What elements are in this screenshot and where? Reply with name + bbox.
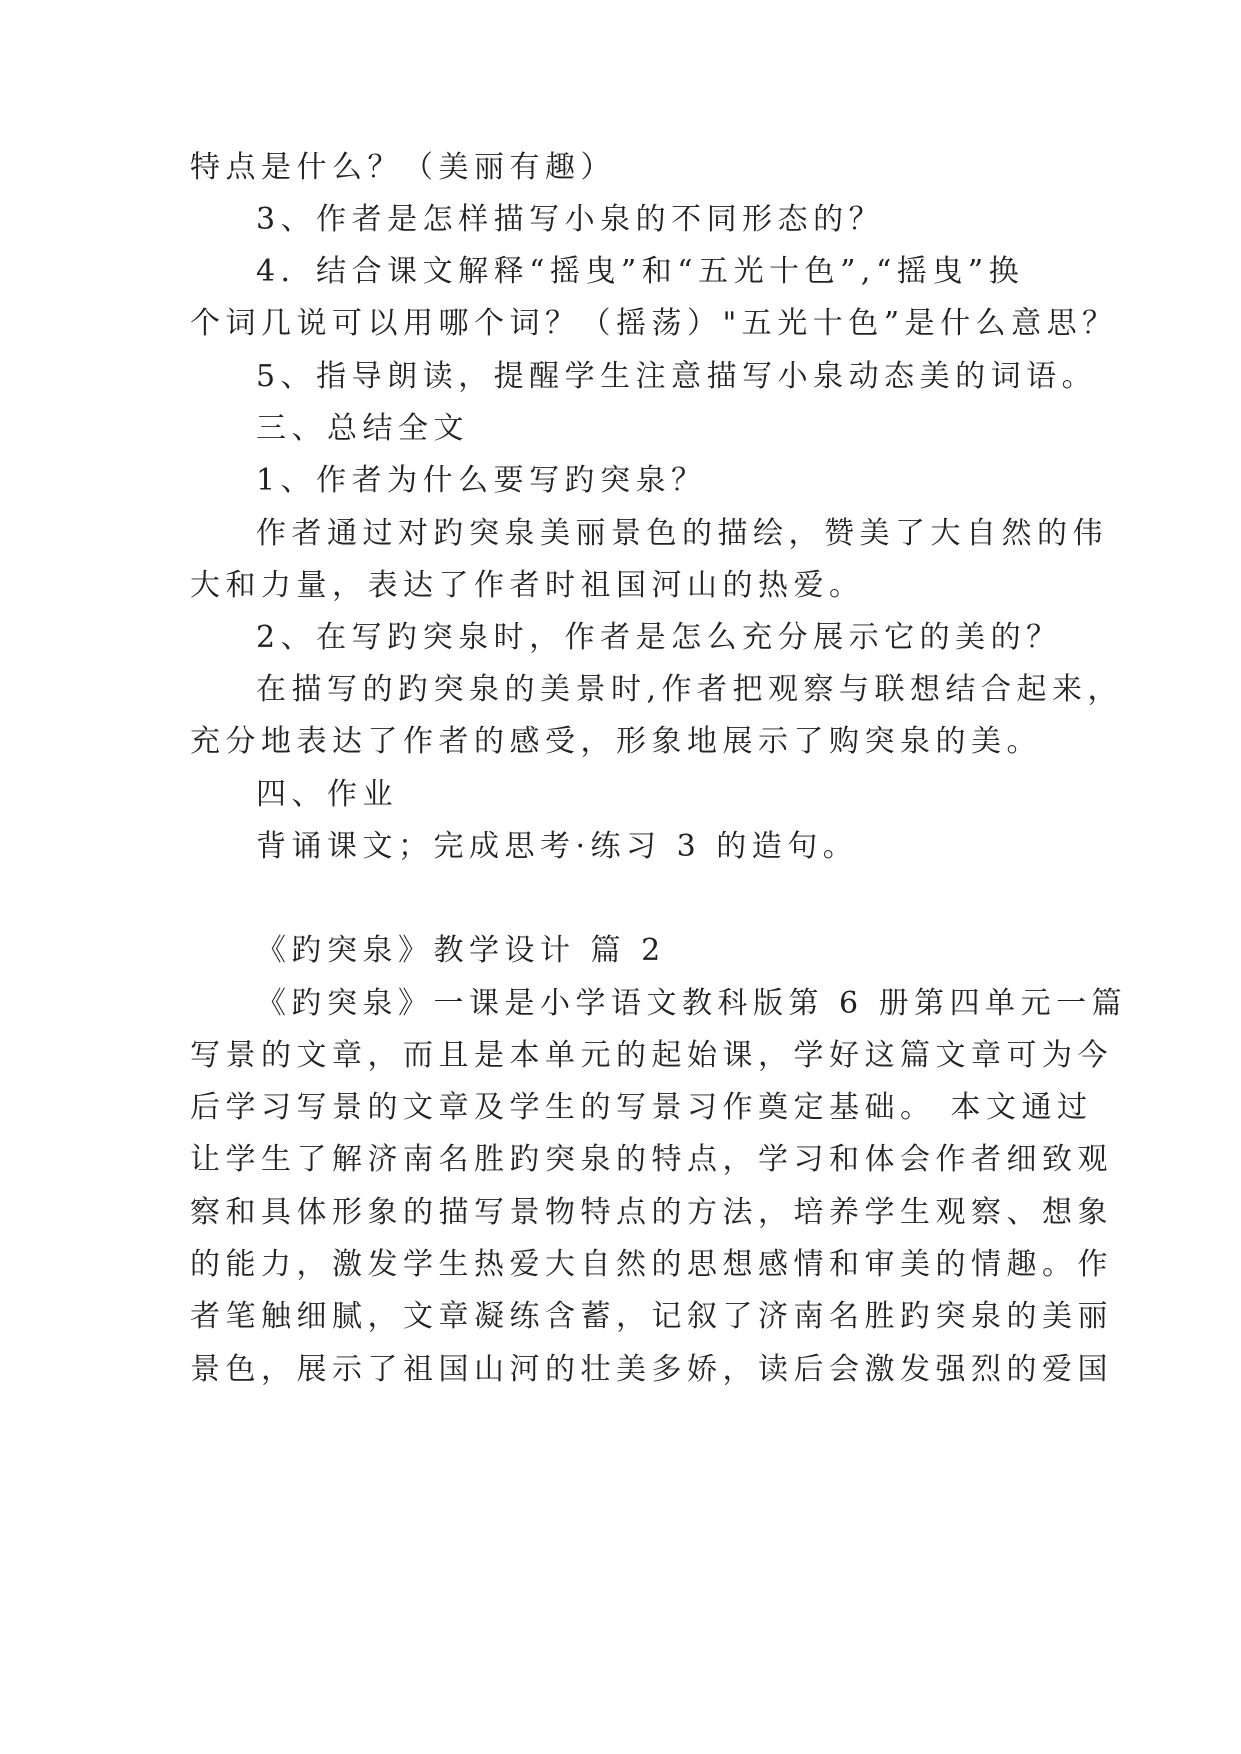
text-line-21: 的能力，激发学生热爱大自然的思想感情和审美的情趣。作 (190, 1247, 1113, 1282)
text-line-10: 2、在写趵突泉时，作者是怎么充分展示它的美的？ (256, 620, 1062, 655)
text-line-16: 《趵突泉》一课是小学语文教科版第 6 册第四单元一篇 (256, 986, 1128, 1021)
text-line-18: 后学习写景的文章及学生的写景习作奠定基础。 本文通过 (190, 1090, 1093, 1125)
section-heading-4: 四、作业 (256, 777, 398, 812)
text-line-8: 作者通过对趵突泉美丽景色的描绘，赞美了大自然的伟 (256, 516, 1108, 551)
article-title: 《趵突泉》教学设计 篇 2 (256, 933, 666, 968)
text-line-3: 4．结合课文解释“摇曳”和“五光十色”,“摇曳”换 (256, 254, 1025, 289)
text-line-12: 充分地表达了作者的感受，形象地展示了购突泉的美。 (190, 724, 1042, 759)
text-line-7: 1、作者为什么要写趵突泉？ (256, 463, 707, 498)
text-line-17: 写景的文章，而且是本单元的起始课，学好这篇文章可为今 (190, 1038, 1113, 1073)
text-line-20: 察和具体形象的描写景物特点的方法，培养学生观察、想象 (190, 1195, 1113, 1230)
text-line-19: 让学生了解济南名胜趵突泉的特点，学习和体会作者细致观 (190, 1142, 1113, 1177)
text-line-1: 特点是什么？（美丽有趣） (190, 150, 616, 185)
text-line-23: 景色，展示了祖国山河的壮美多娇，读后会激发强烈的爱国 (190, 1352, 1113, 1387)
text-line-22: 者笔触细腻，文章凝练含蓄，记叙了济南名胜趵突泉的美丽 (190, 1299, 1113, 1334)
text-line-9: 大和力量，表达了作者时祖国河山的热爱。 (190, 568, 865, 603)
text-line-2: 3、作者是怎样描写小泉的不同形态的？ (256, 202, 885, 237)
text-line-4: 个词几说可以用哪个词？（摇荡）"五光十色”是什么意思？ (190, 306, 1118, 341)
text-line-5: 5、指导朗读，提醒学生注意描写小泉动态美的词语。 (256, 359, 1098, 394)
text-line-14: 背诵课文；完成思考·练习 3 的造句。 (256, 829, 859, 864)
text-line-11: 在描写的趵突泉的美景时,作者把观察与联想结合起来， (256, 672, 1124, 707)
section-heading-3: 三、总结全文 (256, 411, 469, 446)
